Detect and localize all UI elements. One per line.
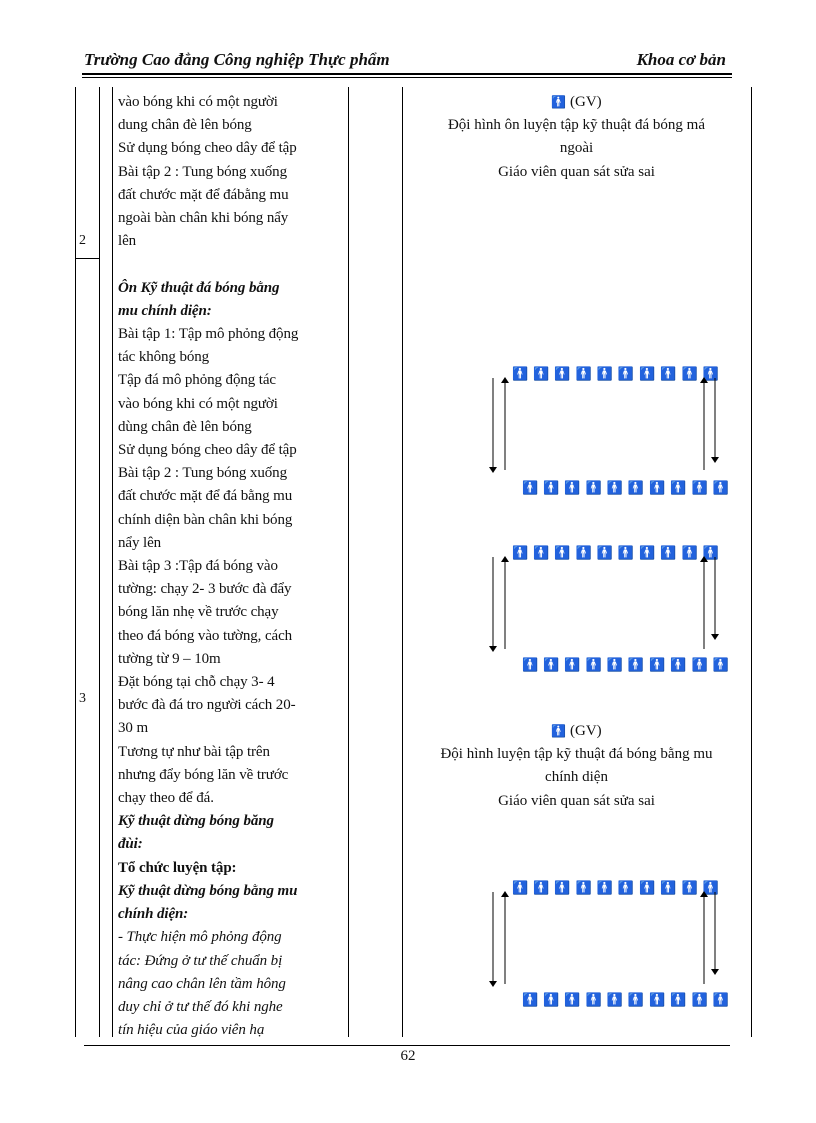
formation-row-bottom: 🚹🚹🚹🚹🚹🚹🚹🚹🚹🚹 (522, 480, 734, 495)
method-line: Đội hình ôn luyện tập kỹ thuật đá bóng má (447, 117, 706, 134)
formation-row-top: 🚹🚹🚹🚹🚹🚹🚹🚹🚹🚹 (512, 880, 724, 895)
content-line: lên (118, 233, 137, 250)
table-border-col3 (348, 87, 349, 1037)
table-border-left (75, 87, 76, 1037)
formation-row-bottom: 🚹🚹🚹🚹🚹🚹🚹🚹🚹🚹 (522, 992, 734, 1007)
content-line: bước đà đá tro người cách 20- (118, 697, 296, 714)
method-line: ngoài (559, 140, 594, 157)
formation-diagram (482, 545, 732, 675)
content-line: theo đá bóng vào tường, cách (118, 627, 293, 644)
content-line: nhưng đẩy bóng lăn về trước (118, 766, 289, 783)
content-line: Tương tự như bài tập trên (118, 743, 270, 760)
content-line: nẩy lên (118, 534, 162, 551)
content-line: đất chước mặt để đábằng mu (118, 186, 289, 203)
page-header (84, 48, 730, 76)
content-line: Bài tập 2 : Tung bóng xuống (118, 163, 287, 180)
content-column (118, 91, 346, 1042)
row-separator (75, 258, 99, 259)
content-line: Sử dụng bóng cheo dây để tập (118, 140, 297, 157)
content-line: tín hiệu của giáo viên hạ (118, 1022, 265, 1039)
method-line: Giáo viên quan sát sửa sai (498, 792, 655, 809)
table-border-col1 (99, 87, 100, 1037)
content-line: Ôn Kỹ thuật đá bóng bằng (118, 279, 280, 296)
header-rule (82, 73, 732, 75)
school-name: Trường Cao đẳng Công nghiệp Thực phẩm (84, 50, 390, 69)
formation-diagram (482, 366, 732, 496)
table-border-col4 (402, 87, 403, 1037)
content-line: Kỹ thuật dừng bóng bằng mu (118, 882, 298, 899)
content-line: tường từ 9 – 10m (118, 650, 221, 667)
row-number: 2 (79, 233, 86, 248)
formation-row-bottom: 🚹🚹🚹🚹🚹🚹🚹🚹🚹🚹 (522, 657, 734, 672)
content-line: mu chính diện: (118, 302, 212, 319)
table-border-col2 (112, 87, 113, 1037)
formation-row-top: 🚹🚹🚹🚹🚹🚹🚹🚹🚹🚹 (512, 366, 724, 381)
teacher-icon: 🚹 (551, 724, 567, 738)
content-line: Bài tập 3 :Tập đá bóng vào (118, 558, 278, 575)
content-line: vào bóng khi có một người (118, 395, 278, 412)
method-block-top (402, 91, 751, 184)
header-rule-thin (82, 77, 732, 78)
content-line: tác: Đứng ở tư thế chuẩn bị (118, 952, 283, 969)
formation-row-top: 🚹🚹🚹🚹🚹🚹🚹🚹🚹🚹 (512, 545, 724, 560)
content-line: Tập đá mô phỏng động tác (118, 372, 276, 389)
footer-rule (84, 1045, 730, 1046)
content-line: bóng lăn nhẹ về trước chạy (118, 604, 279, 621)
method-line: Đội hình luyện tập kỹ thuật đá bóng bằng mu (440, 746, 713, 763)
teacher-icon: 🚹 (551, 95, 567, 109)
content-line: đùi: (118, 836, 143, 853)
teacher-label: 🚹 (GV) (551, 94, 602, 110)
content-line: chạy theo để đá. (118, 790, 214, 807)
content-line: tác không bóng (118, 349, 210, 366)
content-line: Kỹ thuật dừng bóng băng (118, 813, 274, 830)
content-line: chính diện bàn chân khi bóng (118, 511, 293, 528)
content-line: Bài tập 2 : Tung bóng xuống (118, 465, 287, 482)
content-line: dùng chân đè lên bóng (118, 418, 252, 435)
teacher-label: 🚹 (GV) (551, 723, 602, 739)
content-line: nâng cao chân lên tầm hông (118, 975, 286, 992)
content-line: ngoài bàn chân khi bóng nẩy (118, 210, 289, 227)
table-border-right (751, 87, 752, 1037)
page-number: 62 (400, 1048, 416, 1064)
content-line: 30 m (118, 720, 149, 737)
method-line: chính diện (545, 769, 608, 786)
department-name: Khoa cơ bản (636, 50, 726, 69)
content-line: Tổ chức luyện tập: (118, 859, 237, 876)
method-block-mid (402, 720, 751, 813)
content-line: tường: chạy 2- 3 bước đà đẩy (118, 581, 292, 598)
content-line: dung chân đè lên bóng (118, 117, 252, 134)
content-line: Bài tập 1: Tập mô phỏng động (118, 326, 299, 343)
blank-line (118, 253, 346, 276)
content-line: vào bóng khi có một người (118, 94, 278, 110)
content-line: Sử dụng bóng cheo dây để tập (118, 442, 297, 459)
formation-diagram (482, 880, 732, 1010)
row-number: 3 (79, 691, 86, 706)
content-line: - Thực hiện mô phỏng động (118, 929, 282, 946)
content-line: chính diện: (118, 906, 189, 923)
content-line: đất chước mặt để đá bằng mu (118, 488, 293, 505)
method-line: Giáo viên quan sát sửa sai (498, 163, 655, 180)
content-line: Đặt bóng tại chỗ chạy 3- 4 (118, 674, 275, 691)
content-line: duy chỉ ở tư thế đó khi nghe (118, 998, 283, 1015)
